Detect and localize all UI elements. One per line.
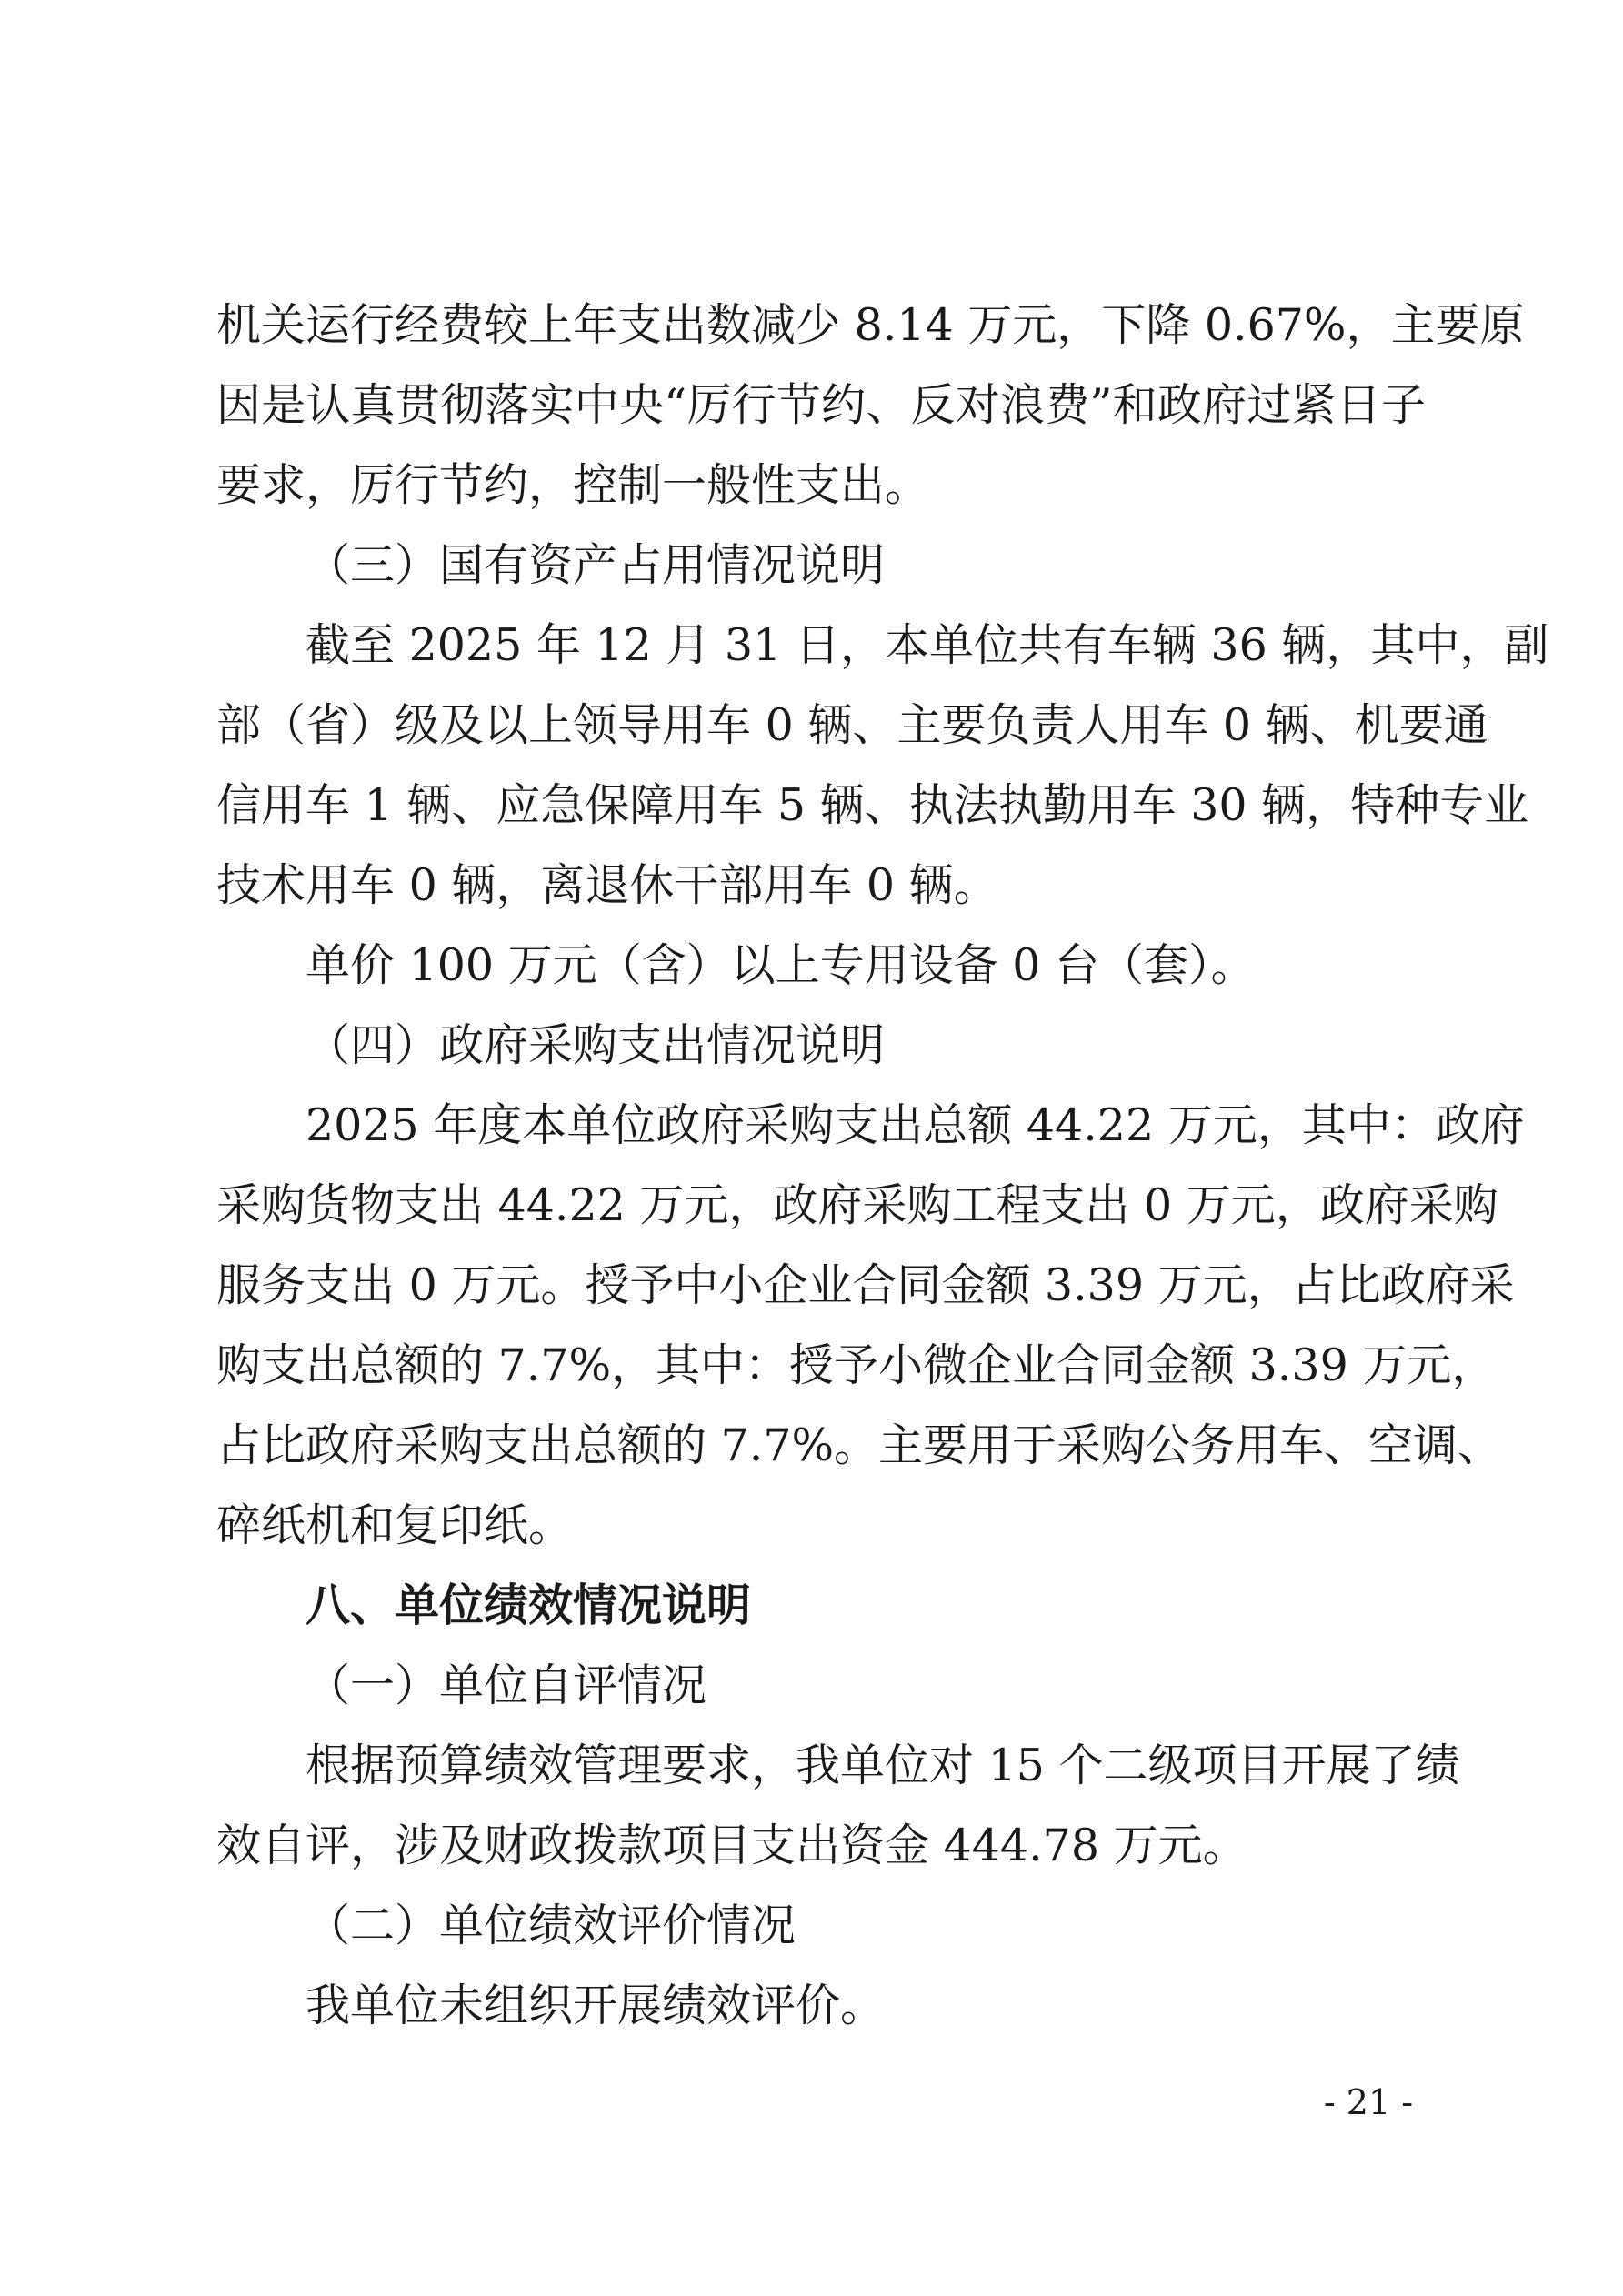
subsection-heading: （二）单位绩效评价情况	[306, 1900, 796, 1951]
subsection-heading: （三）国有资产占用情况说明	[306, 539, 886, 591]
paragraph-line: 信用车 1 辆、应急保障用车 5 辆、执法执勤用车 30 辆，特种专业	[216, 779, 1529, 831]
paragraph-line: 采购货物支出 44.22 万元，政府采购工程支出 0 万元，政府采购	[216, 1179, 1498, 1231]
paragraph-line: 机关运行经费较上年支出数减少 8.14 万元，下降 0.67%，主要原	[216, 299, 1525, 351]
paragraph-line: 碎纸机和复印纸。	[216, 1499, 574, 1551]
paragraph-line: 截至 2025 年 12 月 31 日，本单位共有车辆 36 辆，其中，副	[306, 619, 1549, 671]
paragraph-line: 技术用车 0 辆，离退休干部用车 0 辆。	[216, 859, 998, 911]
paragraph-line: 占比政府采购支出总额的 7.7%。主要用于采购公务用车、空调、	[216, 1419, 1503, 1471]
paragraph-line: 要求，厉行节约，控制一般性支出。	[216, 459, 930, 511]
paragraph-line: 部（省）级及以上领导用车 0 辆、主要负责人用车 0 辆、机要通	[216, 699, 1488, 751]
paragraph-line: 效自评，涉及财政拨款项目支出资金 444.78 万元。	[216, 1820, 1247, 1871]
paragraph-line: 因是认真贯彻落实中央“厉行节约、反对浪费”和政府过紧日子	[216, 379, 1426, 431]
subsection-heading: （四）政府采购支出情况说明	[306, 1019, 886, 1071]
paragraph-line: 单价 100 万元（含）以上专用设备 0 台（套）。	[306, 939, 1256, 991]
paragraph-line: 根据预算绩效管理要求，我单位对 15 个二级项目开展了绩	[306, 1740, 1460, 1791]
paragraph-line: 2025 年度本单位政府采购支出总额 44.22 万元，其中：政府	[306, 1099, 1525, 1151]
paragraph-line: 我单位未组织开展绩效评价。	[306, 1980, 886, 2031]
section-heading: 八、单位绩效情况说明	[306, 1579, 752, 1631]
paragraph-line: 购支出总额的 7.7%，其中：授予小微企业合同金额 3.39 万元，	[216, 1339, 1497, 1391]
paragraph-line: 服务支出 0 万元。授予中小企业合同金额 3.39 万元，占比政府采	[216, 1259, 1515, 1311]
subsection-heading: （一）单位自评情况	[306, 1659, 707, 1711]
page-number: - 21 -	[1323, 2082, 1414, 2122]
